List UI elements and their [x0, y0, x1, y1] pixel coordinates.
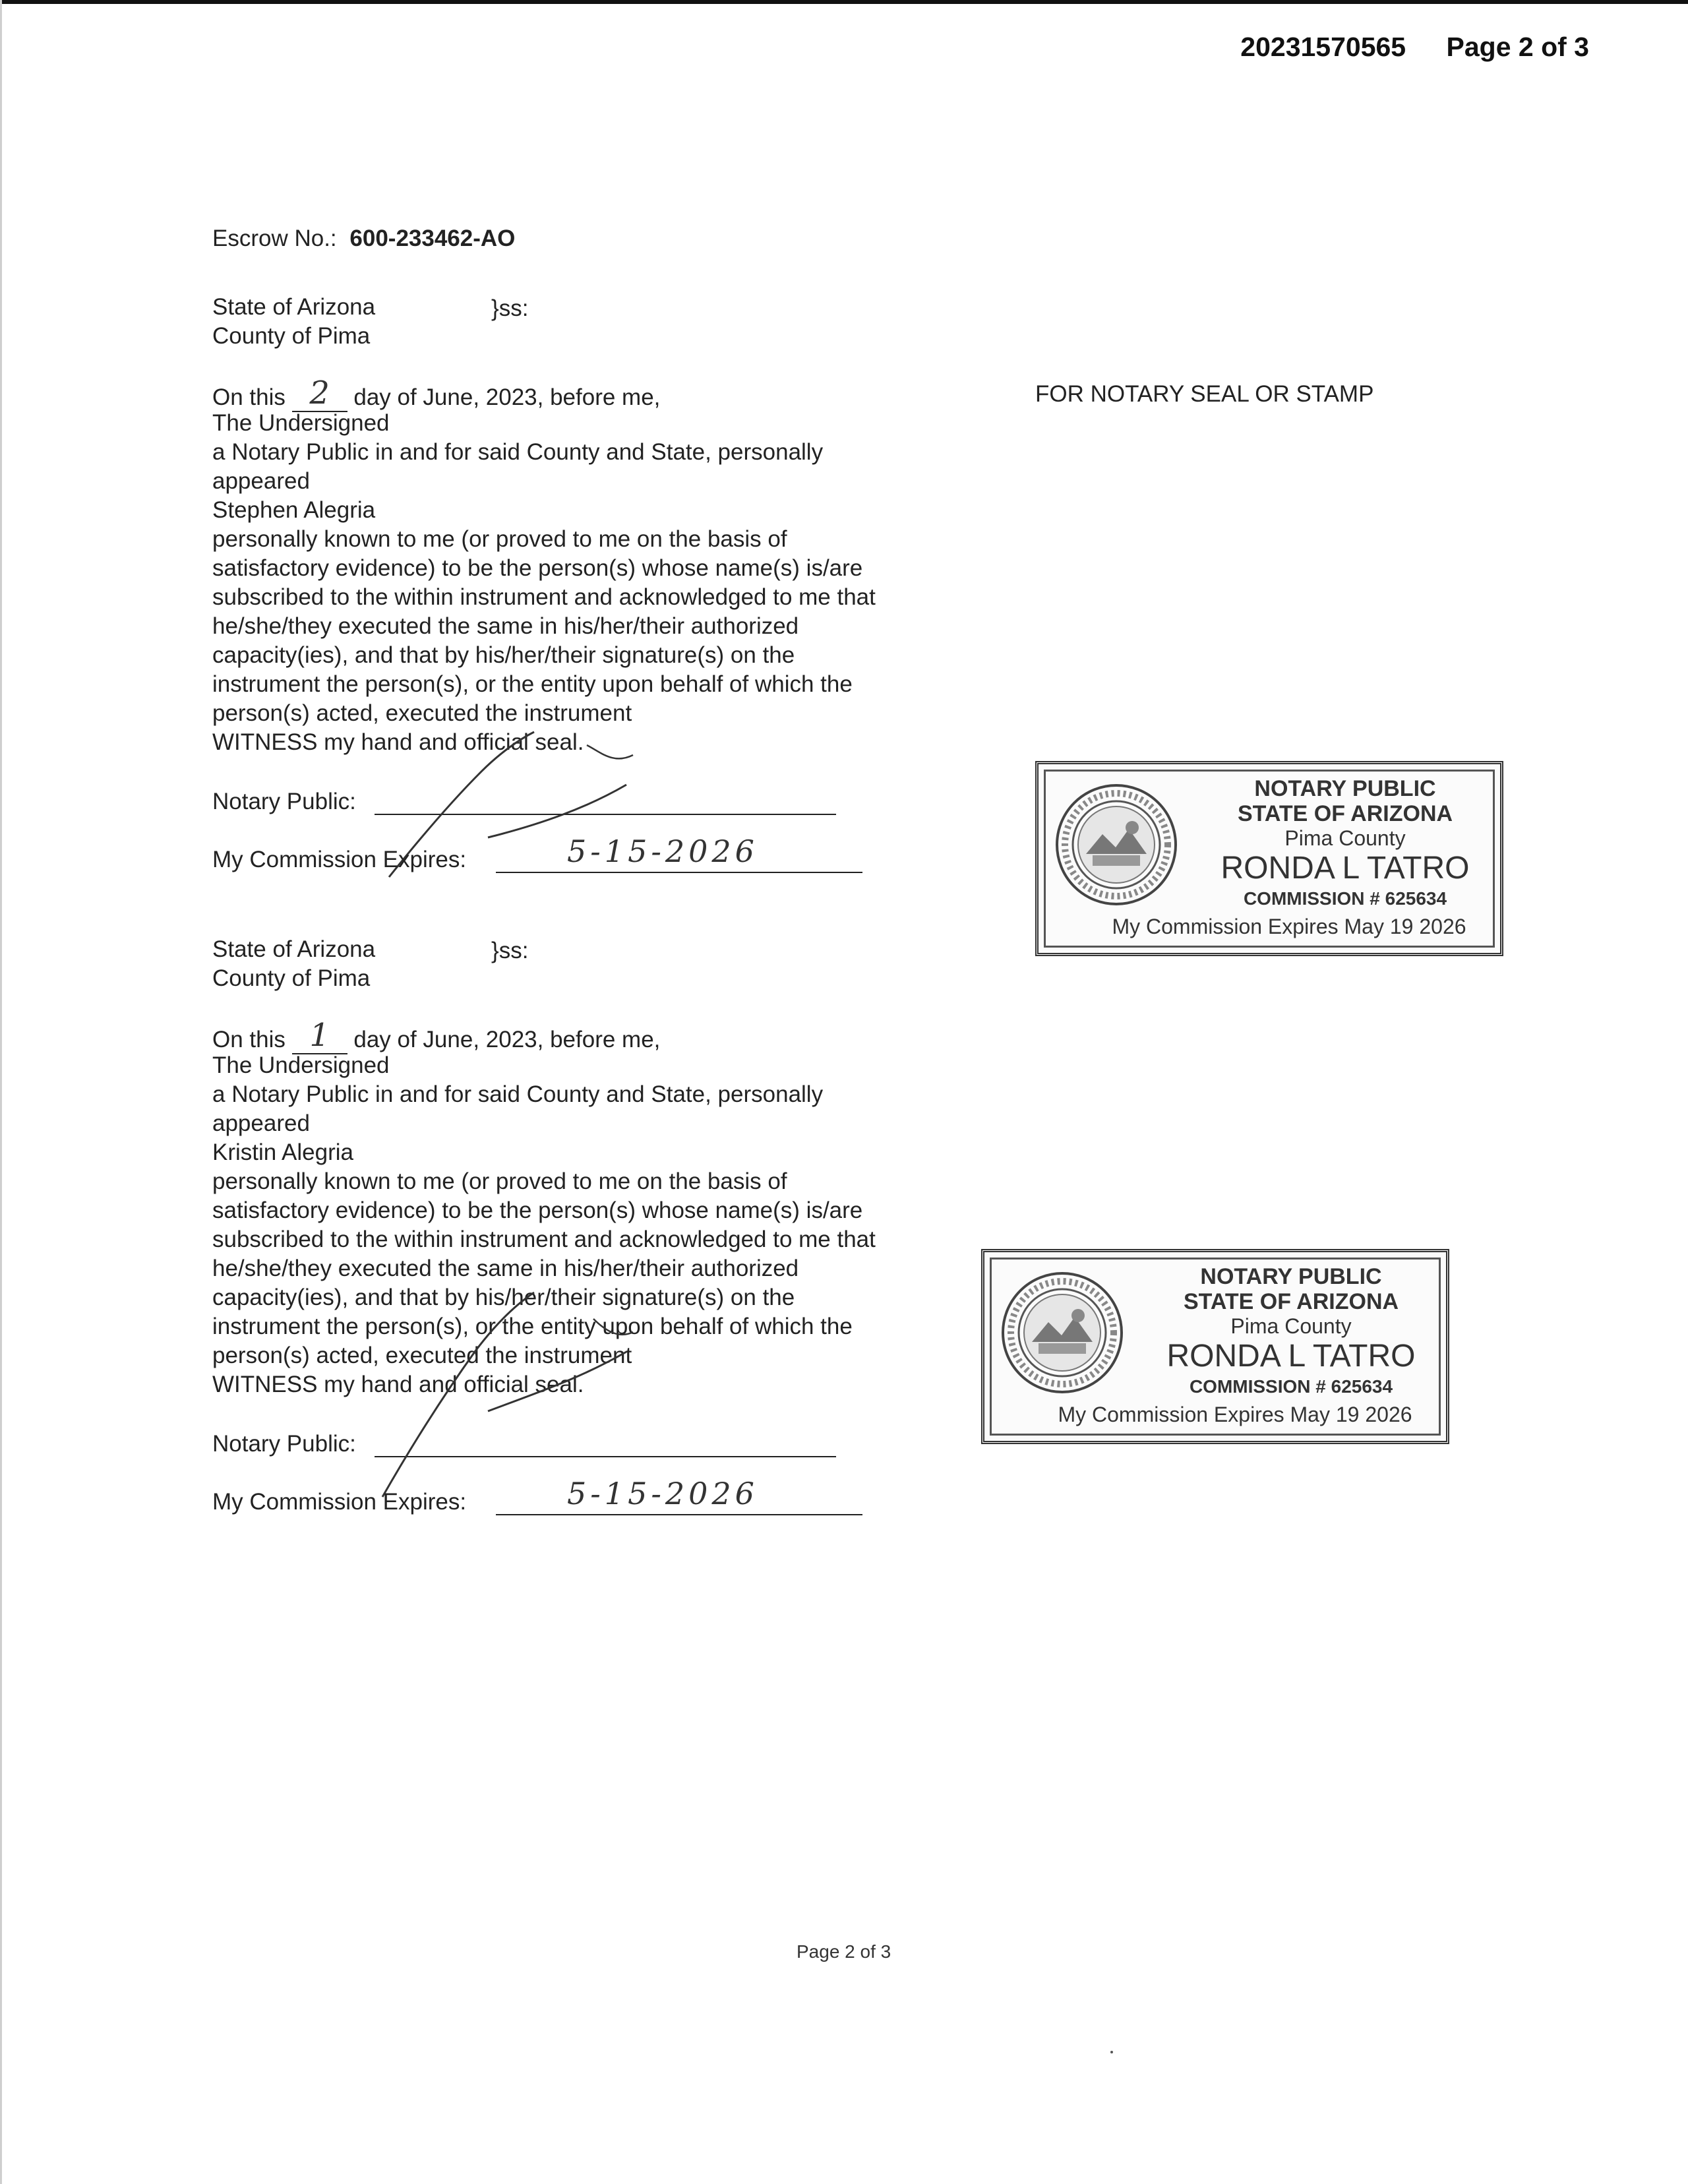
body-line: person(s) acted, executed the instrument: [212, 700, 632, 726]
on-this-suffix: day of June, 2023, before me,: [353, 1027, 661, 1052]
undersigned-line: The Undersigned: [212, 410, 390, 436]
state-line: State of Arizona: [212, 936, 376, 962]
notary-statement-line: a Notary Public in and for said County and State, personally: [212, 1081, 824, 1107]
scan-speck: [1110, 2051, 1113, 2053]
body-line: capacity(ies), and that by his/her/their signature(s) on the: [212, 1285, 795, 1310]
county-line: County of Pima: [212, 965, 371, 991]
body-line: capacity(ies), and that by his/her/their signature(s) on the: [212, 642, 795, 668]
signer-name: Stephen Alegria: [212, 497, 376, 523]
stamp-commission-number: COMMISSION # 625634: [1189, 1376, 1393, 1397]
on-this-suffix: day of June, 2023, before me,: [353, 384, 661, 410]
witness-line: WITNESS my hand and official seal.: [212, 729, 584, 755]
day-field: [292, 1017, 347, 1054]
body-line: person(s) acted, executed the instrument: [212, 1343, 632, 1368]
commission-line: [496, 872, 862, 873]
state-line: State of Arizona: [212, 294, 376, 320]
page-header: [1240, 32, 1589, 63]
arizona-state-seal-icon: [999, 1269, 1126, 1396]
notary-stamp-1: [1035, 761, 1503, 956]
commission-line: [496, 1514, 862, 1515]
body-line: personally known to me (or proved to me on the basis of: [212, 1168, 787, 1194]
ss-mark: }ss:: [491, 938, 529, 963]
on-this-prefix: On this: [212, 1027, 286, 1052]
escrow-label: Escrow No.:: [212, 226, 337, 251]
appeared-line: appeared: [212, 468, 310, 494]
signer-name: Kristin Alegria: [212, 1139, 353, 1165]
stamp-line: STATE OF ARIZONA: [1183, 1289, 1399, 1314]
stamp-expires: My Commission Expires May 19 2026: [1058, 1403, 1412, 1426]
stamp-expires: My Commission Expires May 19 2026: [1112, 915, 1466, 938]
notary-public-label: Notary Public:: [212, 789, 356, 814]
left-scan-edge: [0, 0, 2, 2184]
day-field: [292, 375, 347, 412]
body-line: satisfactory evidence) to be the person(s) whose name(s) is/are: [212, 555, 863, 581]
stamp-line: NOTARY PUBLIC: [1254, 776, 1436, 801]
day-handwritten: 1: [309, 1017, 330, 1054]
appeared-line: appeared: [212, 1110, 310, 1136]
body-line: subscribed to the within instrument and acknowledged to me that: [212, 584, 876, 610]
commission-date-handwritten: 5-15-2026: [567, 1476, 758, 1511]
stamp-notary-name: RONDA L TATRO: [1221, 851, 1470, 886]
commission-label: My Commission Expires:: [212, 1489, 467, 1515]
body-line: personally known to me (or proved to me on the basis of: [212, 526, 787, 552]
on-this-prefix: On this: [212, 384, 286, 410]
stamp-line: Pima County: [1284, 826, 1406, 850]
arizona-state-seal-icon: [1053, 781, 1180, 908]
witness-line: WITNESS my hand and official seal.: [212, 1372, 584, 1397]
notary-signature-2: [369, 1253, 673, 1503]
commission-date-handwritten: 5-15-2026: [567, 834, 758, 869]
stamp-line: NOTARY PUBLIC: [1200, 1264, 1382, 1289]
body-line: subscribed to the within instrument and acknowledged to me that: [212, 1227, 876, 1252]
undersigned-line: The Undersigned: [212, 1052, 390, 1078]
page-footer: Page 2 of 3: [797, 1941, 891, 1962]
day-handwritten: 2: [309, 375, 330, 411]
notary-statement-line: a Notary Public in and for said County and State, personally: [212, 439, 824, 465]
body-line: he/she/they executed the same in his/her/their authorized: [212, 1256, 799, 1281]
notary-stamp-2: [981, 1249, 1449, 1444]
body-line: instrument the person(s), or the entity upon behalf of which the: [212, 1314, 853, 1339]
body-line: satisfactory evidence) to be the person(s) whose name(s) is/are: [212, 1198, 863, 1223]
stamp-line: Pima County: [1230, 1314, 1352, 1338]
document-number: 20231570565: [1240, 32, 1406, 62]
ss-mark: }ss:: [491, 295, 529, 321]
escrow-line: [212, 224, 515, 253]
stamp-line: STATE OF ARIZONA: [1237, 801, 1453, 826]
stamp-commission-number: COMMISSION # 625634: [1243, 888, 1447, 909]
body-line: he/she/they executed the same in his/her/their authorized: [212, 613, 799, 639]
commission-label: My Commission Expires:: [212, 847, 467, 872]
notary-public-label: Notary Public:: [212, 1431, 356, 1457]
escrow-number: 600-233462-AO: [349, 226, 516, 251]
page-indicator: Page 2 of 3: [1446, 32, 1589, 62]
stamp-notary-name: RONDA L TATRO: [1166, 1339, 1416, 1374]
seal-heading: FOR NOTARY SEAL OR STAMP: [1035, 381, 1374, 407]
top-border: [0, 0, 1688, 4]
body-line: instrument the person(s), or the entity upon behalf of which the: [212, 671, 853, 697]
county-line: County of Pima: [212, 323, 371, 349]
